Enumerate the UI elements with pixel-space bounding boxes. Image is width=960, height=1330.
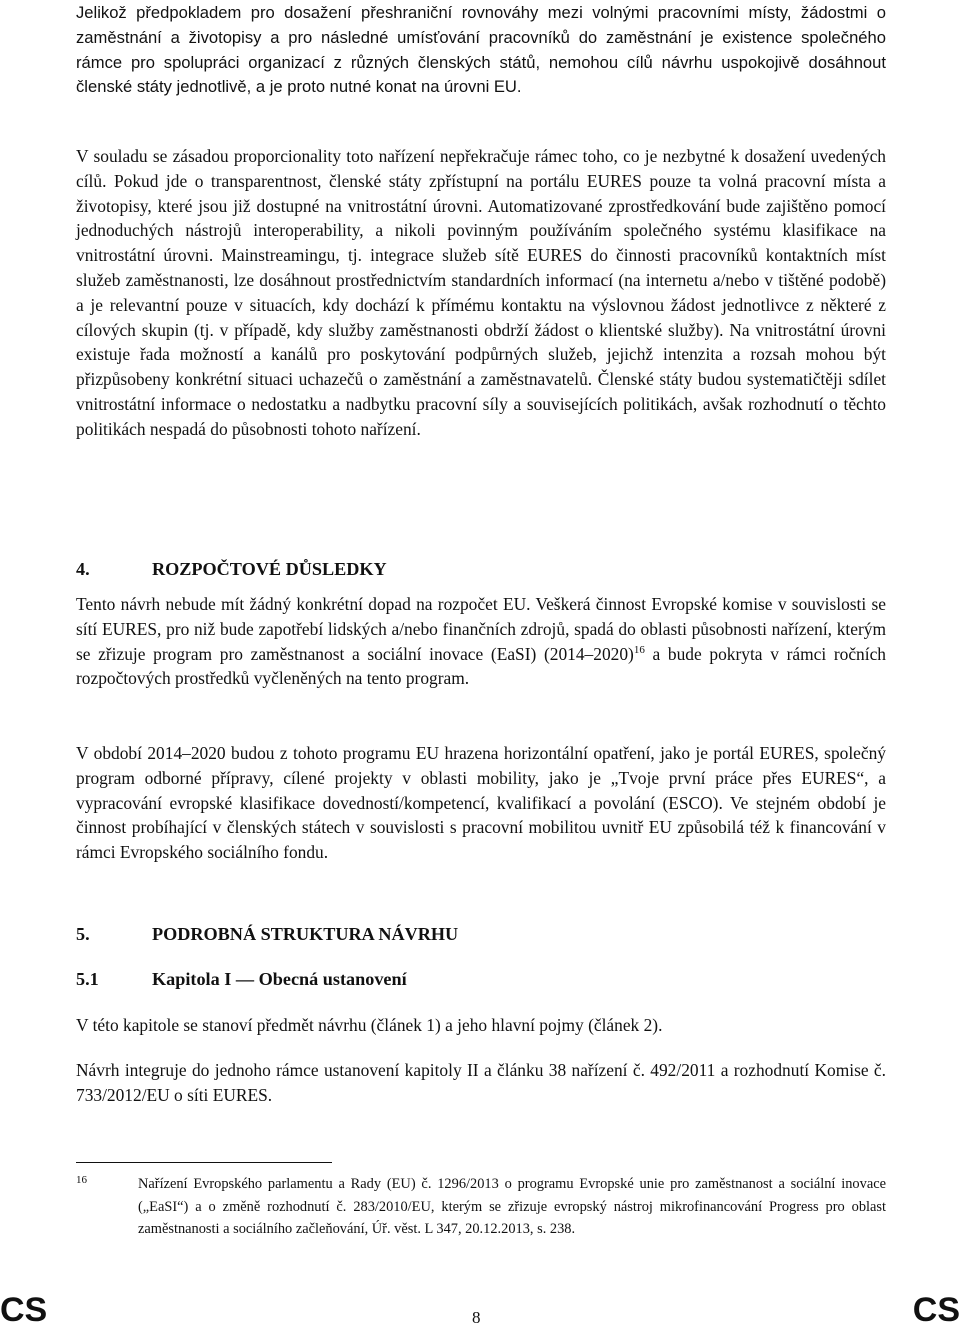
- section-heading-5-1: [76, 967, 886, 991]
- footnote-text: Nařízení Evropského parlamentu a Rady (EU) č. 1296/2013 o programu Evropské unie pro zaměstnanost a sociální inovace („EaSI“) a o změně rozhodnutí č. 283/2010/EU, kterým se zřizuje evropský nástroj mikrofinancování Progress pro oblast zaměstnanosti a sociálního začleňování, Úř. věst. L 347, 20.12.2013, s. 238.: [138, 1176, 886, 1237]
- section-title: ROZPOČTOVÉ DŮSLEDKY: [152, 559, 387, 579]
- language-code-right: CS: [912, 1291, 960, 1329]
- footnote-separator: [76, 1162, 332, 1163]
- section-number: 5.1: [76, 969, 99, 989]
- section-heading-4: [76, 557, 886, 581]
- paragraph-text: Tento návrh nebude mít žádný konkrétní dopad na rozpočet EU. Veškerá činnost Evropské komise v souvislosti se sítí EURES, pro niž bude zapotřebí lidských a/nebo finančních zdrojů, spadá do oblasti působnosti nařízení, kterým se zřizuje program pro zaměstnanost a sociální inovace (EaSI) (2014–2020): [76, 594, 886, 664]
- paragraph-programme-period: V období 2014–2020 budou z tohoto programu EU hrazena horizontální opatření, jako je portál EURES, společný program odborné přípravy, cílené projekty v oblasti mobility, jako je „Tvoje první práce přes EURES“, a vypracování evropské klasifikace dovedností/kompetencí, kvalifikací a povolání (ESCO). Ve stejném období je činnost probíhající v členských státech v souvislosti s pracovní mobilitou uvnitř EU způsobilá též k financování v rámci Evropského sociálního fondu.: [76, 743, 886, 863]
- section-number: 4.: [76, 559, 90, 579]
- section-heading-5: [76, 922, 886, 946]
- footnote-number: 16: [76, 1174, 87, 1186]
- paragraph-budget-impact: [76, 592, 886, 691]
- paragraph-text: a bude pokryta v rámci ročních rozpočtových prostředků vyčleněných na tento program.: [76, 643, 886, 689]
- language-code-left: CS: [0, 1291, 48, 1329]
- footnote: [76, 1173, 886, 1241]
- section-title: Kapitola I — Obecná ustanovení: [152, 969, 407, 989]
- footnote-reference[interactable]: 16: [633, 643, 645, 656]
- paragraph-proportionality: V souladu se zásadou proporcionality toto nařízení nepřekračuje rámec toho, co je nezbytné k dosažení uvedených cílů. Pokud jde o transparentnost, členské státy zpřístupní na portálu EURES pouze ta volná pracovní místa a životopisy, které jsou již dostupné na vnitrostátní úrovni. Automatizované zprostředkování bude zajištěno pomocí jednoduchých nástrojů interoperability, a nikoli povinným používáním společného systému klasifikace na vnitrostátní úrovni. Mainstreamingu, tj. integrace služeb sítě EURES do činnosti pracovníků kontaktních míst služeb zaměstnanosti, lze dosáhnout prostřednictvím standardních informací (na internetu a/nebo v tištěné podobě) a je relevantní pouze v situacích, kdy dochází k přímému kontaktu na výslovnou žádost jednotlivce z některé z cílových skupin (tj. v případě, kdy služby zaměstnanosti obdrží žádost o klientské služby). Na vnitrostátní úrovni existuje řada možností a kanálů pro poskytování podpůrných služeb, jejichž intenzita a rozsah mohou být přizpůsobeny konkrétní situaci uchazečů o zaměstnání a zaměstnavatelů. Členské státy budou systematičtěji sdílet vnitrostátní informace o nedostatku a nadbytku pracovní síly a souvisejících politikách, avšak rozhodnutí o těchto politikách nespadá do působnosti tohoto nařízení.: [76, 146, 886, 439]
- paragraph-subsidiarity: Jelikož předpokladem pro dosažení přeshraniční rovnováhy mezi volnými pracovními místy, žádostmi o zaměstnání a životopisy a pro následné umísťování pracovníků do zaměstnání je existence společného rámce pro spolupráci organizací z různých členských států, nemohou cílů návrhu uspokojivě dosáhnout členské státy jednotlivě, a je proto nutné konat na úrovni EU.: [76, 3, 886, 97]
- paragraph-integration: Návrh integruje do jednoho rámce ustanovení kapitoly II a článku 38 nařízení č. 492/2011 a rozhodnutí Komise č. 733/2012/EU o síti EURES.: [76, 1060, 886, 1105]
- section-title: PODROBNÁ STRUKTURA NÁVRHU: [152, 924, 459, 944]
- paragraph-chapter-subject: V této kapitole se stanoví předmět návrhu (článek 1) a jeho hlavní pojmy (článek 2).: [76, 1015, 663, 1035]
- section-number: 5.: [76, 924, 90, 944]
- page-number: 8: [472, 1308, 481, 1327]
